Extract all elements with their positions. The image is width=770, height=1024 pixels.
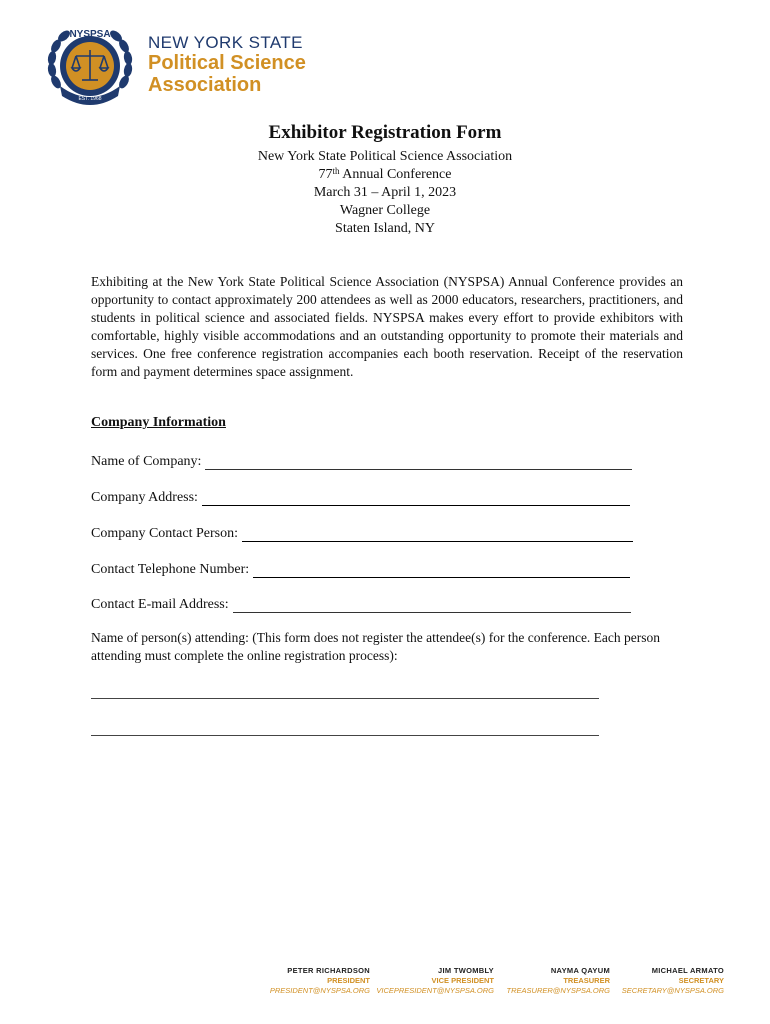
officer-role: TREASURER [563,976,610,985]
attendee-line-2[interactable] [91,735,599,736]
company-address-field[interactable] [91,486,630,506]
footer-officer-treasurer [500,966,610,996]
officer-name: MICHAEL ARMATO [651,966,724,975]
officer-name: PETER RICHARDSON [287,966,370,975]
footer-officer-secretary [614,966,724,996]
conference-dates: March 31 – April 1, 2023 [313,185,457,200]
company-contact-field[interactable] [91,522,633,542]
footer-officer-president [250,966,370,996]
contact-email-field[interactable] [91,593,631,613]
conference-ordinal: th [332,166,340,176]
officer-role: VICE PRESIDENT [431,976,494,985]
officer-role: SECRETARY [678,976,724,985]
conference-city: Staten Island, NY [335,221,435,236]
conference-name [0,166,770,184]
company-contact-line[interactable] [242,527,633,542]
company-name-label: Name of Company: [91,454,202,469]
intro-paragraph: Exhibiting at the New York State Political Science Association (NYSPSA) Annual Conference provides an opportunity to contact approximately 200 attendees as well as 2000 educators, researchers, practitioners, and students in political science and associated fields. NYSPSA makes every effort to provide exhibitors with comfortable, highly visible accommodations and an outstanding opportunity to promote their materials and services. One free conference registration accompanies each booth reservation. Receipt of the reservation form and payment determines space assignment. [91,274,683,379]
company-info-heading: Company Information [91,415,226,430]
officer-name: NAYMA QAYUM [550,966,610,975]
org-name: New York State Political Science Association [257,149,513,164]
form-title: Exhibitor Registration Form [268,122,502,143]
svg-text:NYSPSA: NYSPSA [69,29,111,40]
contact-phone-line[interactable] [253,563,630,578]
svg-text:EST. 1968: EST. 1968 [78,96,102,102]
logo-line-association: Association [148,74,262,96]
attendee-line-1[interactable] [91,698,599,699]
contact-phone-label: Contact Telephone Number: [91,562,250,577]
nyspsa-seal-icon [44,24,136,106]
officer-email: PRESIDENT@NYSPSA.ORG [269,986,370,995]
logo-line-political: Political Science [148,52,306,74]
conference-label: Annual Conference [339,167,452,182]
footer-officer-vice-president [372,966,494,996]
officer-email: VICEPRESIDENT@NYSPSA.ORG [376,986,494,995]
officer-email: SECRETARY@NYSPSA.ORG [621,986,724,995]
conference-number: 77 [318,167,333,182]
officer-role: PRESIDENT [327,976,370,985]
contact-email-label: Contact E-mail Address: [91,597,229,612]
contact-phone-field[interactable] [91,558,630,578]
company-name-field[interactable] [91,450,632,470]
attendees-note: Name of person(s) attending: (This form does not register the attendee(s) for the conference. Each person attending must complete the online registration process): [91,630,661,663]
contact-email-line[interactable] [233,598,631,613]
officer-name: JIM TWOMBLY [438,966,494,975]
company-name-line[interactable] [205,455,632,470]
company-contact-label: Company Contact Person: [91,526,238,541]
nyspsa-logo [44,24,334,106]
officer-email: TREASURER@NYSPSA.ORG [506,986,610,995]
company-address-line[interactable] [202,491,630,506]
logo-line-state: NEW YORK STATE [148,33,303,52]
conference-venue: Wagner College [339,203,431,218]
logo-wordmark [148,34,306,95]
company-address-label: Company Address: [91,490,198,505]
